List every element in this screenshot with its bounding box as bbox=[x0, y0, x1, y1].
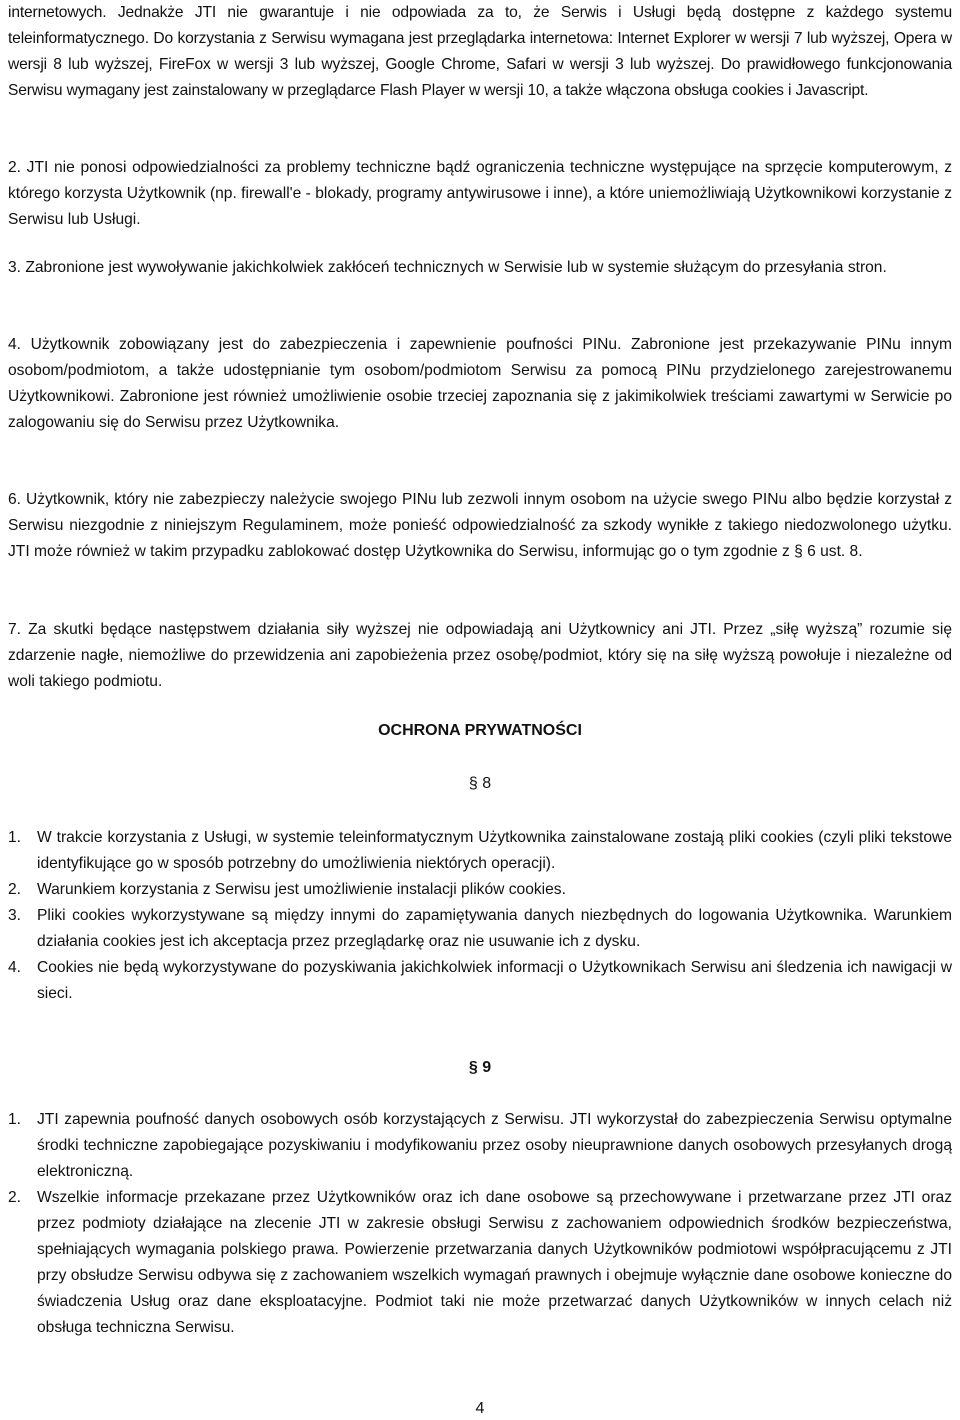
list-item-text: Pliki cookies wykorzystywane są między innymi do zapamiętywania danych niezbędnych do logowania Użytkownika. Warunkiem działania cookies jest ich akceptacja przez przeglądarkę oraz nie usuwanie ich z dysku. bbox=[37, 907, 952, 950]
list-item-number: 2. bbox=[8, 881, 22, 898]
list-item-number: 1. bbox=[8, 829, 22, 846]
list-item-text: W trakcie korzystania z Usługi, w systemie teleinformatycznym Użytkownika zainstalowane zostają pliki cookies (czyli pliki tekstowe identyfikujące go w sposób potrzebny do umożliwienia niektórych operacji). bbox=[37, 829, 952, 872]
paragraph-6-pin-misuse: 6. Użytkownik, który nie zabezpieczy należycie swojego PINu lub zezwoli innym osobom na użycie swego PINu albo będzie korzystał z Serwisu niezgodnie z niniejszym Regulaminem, może ponieść odpowiedzialność za szkody wynikłe z takiego niedozwolonego użytku. JTI może również w takim przypadku zablokować dostęp Użytkownika do Serwisu, informując go o tym zgodnie z § 6 ust. 8. bbox=[8, 491, 952, 560]
section-heading-privacy: OCHRONA PRYWATNOŚCI bbox=[378, 722, 582, 739]
paragraph-browser-requirements: internetowych. Jednakże JTI nie gwarantuje i nie odpowiada za to, że Serwis i Usługi będą dostępne z każdego systemu teleinformatycznego. Do korzystania z Serwisu wymagana jest przeglądarka internetowa: Internet Explorer w wersji 7 lub wyższej, Opera w wersji 8 lub wyższej, FireFox w wersji 3 lub wyższej, Google Chrome, Safari w wersji 3 lub wyższej. Do prawidłowego funkcjonowania Serwisu wymagany jest zainstalowany w przeglądarce Flash Player w wersji 10, a także włączona obsługa cookies i Javascript. bbox=[8, 4, 952, 99]
section-8-list bbox=[8, 825, 952, 1007]
list-item-number: 4. bbox=[8, 959, 22, 976]
list-item bbox=[8, 903, 952, 955]
list-item bbox=[8, 1107, 952, 1185]
page-number: 4 bbox=[475, 1400, 485, 1417]
list-item-text: Cookies nie będą wykorzystywane do pozyskiwania jakichkolwiek informacji o Użytkownikach Serwisu ani śledzenia ich nawigacji w sieci. bbox=[37, 959, 952, 1002]
list-item-number: 1. bbox=[8, 1111, 22, 1128]
section-sign-9: § 9 bbox=[468, 1059, 492, 1076]
list-item-text: Warunkiem korzystania z Serwisu jest umożliwienie instalacji plików cookies. bbox=[37, 881, 566, 898]
paragraph-3-disruption-ban: 3. Zabronione jest wywoływanie jakichkolwiek zakłóceń technicznych w Serwisie lub w systemie służącym do przesyłania stron. bbox=[8, 259, 887, 276]
list-item-number: 3. bbox=[8, 907, 22, 924]
paragraph-2-technical-liability: 2. JTI nie ponosi odpowiedzialności za problemy techniczne bądź ograniczenia techniczne występujące na sprzęcie komputerowym, z którego korzysta Użytkownik (np. firewall'e - blokady, programy antywirusowe i inne), a które uniemożliwiają Użytkownikowi korzystanie z Serwisu lub Usługi. bbox=[8, 159, 952, 228]
list-item bbox=[8, 1185, 952, 1341]
list-item-number: 2. bbox=[8, 1189, 22, 1206]
list-item-text: Wszelkie informacje przekazane przez Użytkowników oraz ich dane osobowe są przechowywane i przetwarzane przez JTI oraz przez podmioty działające na zlecenie JTI w zakresie obsługi Serwisu z zachowaniem odpowiednich środków bezpieczeństwa, spełniających wymagania polskiego prawa. Powierzenie przetwarzania danych Użytkowników podmiotowi współpracującemu z JTI przy obsłudze Serwisu odbywa się z zachowaniem wszelkich wymagań prawnych i obejmuje wyłącznie dane osobowe konieczne do świadczenia Usług oraz dane eksploatacyjne. Podmiot taki nie może przetwarzać danych Użytkowników w innych celach niż obsługa techniczna Serwisu. bbox=[37, 1189, 952, 1336]
list-item bbox=[8, 877, 952, 903]
section-9-list bbox=[8, 1107, 952, 1341]
list-item bbox=[8, 825, 952, 877]
section-sign-8: § 8 bbox=[468, 775, 492, 792]
list-item bbox=[8, 955, 952, 1007]
paragraph-7-force-majeure: 7. Za skutki będące następstwem działania siły wyższej nie odpowiadają ani Użytkownicy ani JTI. Przez „siłę wyższą” rozumie się zdarzenie nagłe, niemożliwe do przewidzenia ani zapobieżenia przez osobę/podmiot, który się na siłę wyższą powołuje i niezależne od woli takiego podmiotu. bbox=[8, 621, 952, 690]
paragraph-4-pin-confidentiality: 4. Użytkownik zobowiązany jest do zabezpieczenia i zapewnienie poufności PINu. Zabronione jest przekazywanie PINu innym osobom/podmiotom, a także udostępnianie tym osobom/podmiotom Serwisu za pomocą PINu przydzielonego zarejestrowanemu Użytkownikowi. Zabronione jest również umożliwienie osobie trzeciej zapoznania się z jakimikolwiek treściami zawartymi w Serwicie po zalogowaniu się do Serwisu przez Użytkownika. bbox=[8, 336, 952, 431]
list-item-text: JTI zapewnia poufność danych osobowych osób korzystających z Serwisu. JTI wykorzystał do zabezpieczenia Serwisu optymalne środki techniczne zapobiegające pozyskiwaniu i modyfikowaniu przez osoby nieuprawnione danych osobowych przesyłanych drogą elektroniczną. bbox=[37, 1111, 952, 1180]
